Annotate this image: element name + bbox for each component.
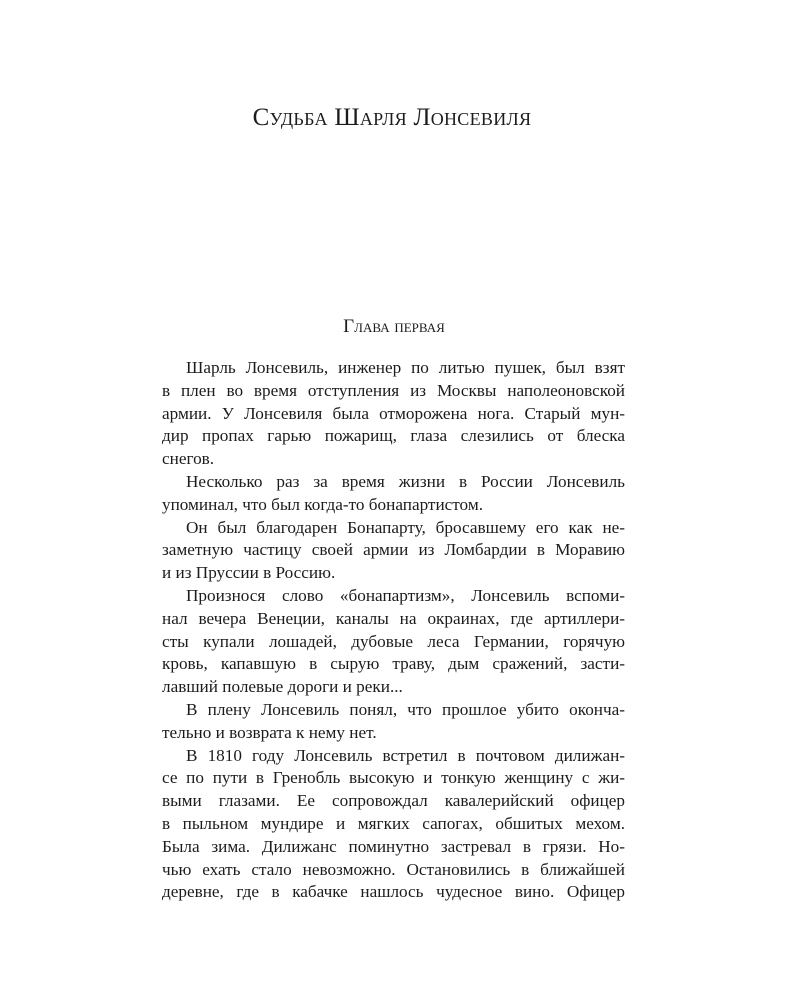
text-line: сты купали лошадей, дубовые леса Германии, горячую: [162, 631, 625, 651]
text-line: тельно и возврата к нему нет.: [162, 722, 377, 742]
text-line: армии. У Лонсевиля была отморожена нога. Старый мун-: [162, 403, 625, 423]
text-line: В 1810 году Лонсевиль встретил в почтовом дилижан-: [186, 745, 625, 765]
text-line: в плен во время отступления из Москвы наполеоновской: [162, 380, 625, 400]
text-line: Шарль Лонсевиль, инженер по литью пушек, был взят: [186, 358, 625, 377]
text-line: се по пути в Гренобль высокую и тонкую женщину с жи-: [162, 768, 625, 788]
text-line: кровь, капавшую в сырую траву, дым сражений, засти-: [162, 654, 625, 674]
text-line: деревне, где в кабачке нашлось чудесное вино. Офицер: [162, 882, 625, 902]
text-line: заметную частицу своей армии из Ломбардии в Моравию: [162, 540, 625, 560]
chapter-title: Глава первая: [343, 316, 445, 337]
text-line: нал вечера Венеции, каналы на окраинах, где артиллери-: [162, 608, 625, 628]
text-line: Он был благодарен Бонапарту, бросавшему его как не-: [186, 517, 625, 537]
text-line: Несколько раз за время жизни в России Лонсевиль: [186, 471, 625, 491]
text-line: В плену Лонсевиль понял, что прошлое убито оконча-: [186, 699, 625, 719]
text-line: дир пропах гарью пожарищ, глаза слезились от блеска: [162, 426, 625, 446]
text-line: снегов.: [162, 449, 215, 469]
text-line: лавший полевые дороги и реки...: [162, 677, 403, 697]
book-title: Судьба Шарля Лонсевиля: [252, 104, 532, 131]
text-line: в пыльном мундире и мягких сапогах, обшитых мехом.: [162, 813, 625, 833]
text-line: Произнося слово «бонапартизм», Лонсевиль вспоми-: [186, 585, 625, 605]
text-line: упоминал, что был когда-то бонапартистом.: [162, 494, 483, 514]
text-line: Была зима. Дилижанс поминутно застревал в грязи. Но-: [162, 836, 625, 856]
text-line: чью ехать стало невозможно. Остановились в ближайшей: [162, 859, 625, 879]
chapter-text: [162, 357, 625, 904]
text-line: и из Пруссии в Россию.: [162, 563, 336, 583]
text-line: выми глазами. Ее сопровождал кавалерийский офицер: [162, 791, 625, 811]
